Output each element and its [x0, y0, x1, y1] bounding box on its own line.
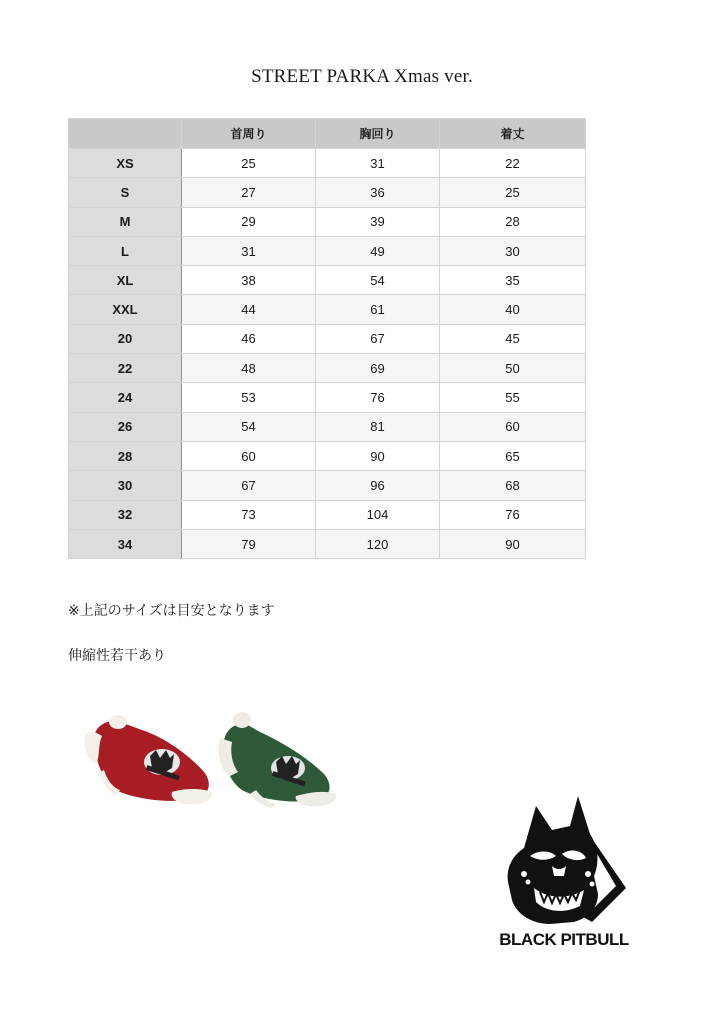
cell-length: 30	[440, 236, 586, 265]
table-row	[69, 529, 586, 558]
row-size-label: 34	[69, 529, 182, 558]
table-row	[69, 178, 586, 207]
cell-chest: 54	[316, 266, 440, 295]
header-neck: 首周り	[182, 119, 316, 149]
table-row	[69, 324, 586, 353]
row-size-label: 32	[69, 500, 182, 529]
logo-text: BLACK PITBULL	[499, 930, 629, 949]
cell-chest: 104	[316, 500, 440, 529]
cell-length: 35	[440, 266, 586, 295]
cell-chest: 90	[316, 441, 440, 470]
cell-length: 90	[440, 529, 586, 558]
table-row	[69, 500, 586, 529]
cell-length: 68	[440, 471, 586, 500]
cell-neck: 54	[182, 412, 316, 441]
table-row	[69, 149, 586, 178]
cell-chest: 76	[316, 383, 440, 412]
row-size-label: 20	[69, 324, 182, 353]
header-length: 着丈	[440, 119, 586, 149]
cell-length: 28	[440, 207, 586, 236]
table-header-row	[69, 119, 586, 149]
table-row	[69, 354, 586, 383]
row-size-label: S	[69, 178, 182, 207]
table-row	[69, 383, 586, 412]
cell-neck: 53	[182, 383, 316, 412]
row-size-label: 22	[69, 354, 182, 383]
table-row	[69, 266, 586, 295]
cell-neck: 73	[182, 500, 316, 529]
row-size-label: 24	[69, 383, 182, 412]
cell-length: 50	[440, 354, 586, 383]
red-parka-pompom	[109, 715, 127, 729]
cell-length: 76	[440, 500, 586, 529]
row-size-label: 26	[69, 412, 182, 441]
note-stretch: 伸縮性若干あり	[68, 647, 166, 663]
row-size-label: M	[69, 207, 182, 236]
cell-chest: 69	[316, 354, 440, 383]
table-row	[69, 295, 586, 324]
cell-neck: 48	[182, 354, 316, 383]
cell-neck: 79	[182, 529, 316, 558]
cell-neck: 25	[182, 149, 316, 178]
cell-chest: 61	[316, 295, 440, 324]
cell-neck: 38	[182, 266, 316, 295]
row-size-label: L	[69, 236, 182, 265]
pitbull-head-icon	[494, 790, 634, 955]
header-chest: 胸回り	[316, 119, 440, 149]
cell-chest: 36	[316, 178, 440, 207]
row-size-label: 30	[69, 471, 182, 500]
green-parka-photo	[216, 708, 340, 812]
red-parka-hem-trim	[172, 789, 213, 804]
table-row	[69, 441, 586, 470]
row-size-label: 28	[69, 441, 182, 470]
table-row	[69, 471, 586, 500]
cell-neck: 44	[182, 295, 316, 324]
cell-chest: 49	[316, 236, 440, 265]
table-row	[69, 207, 586, 236]
cell-neck: 29	[182, 207, 316, 236]
row-size-label: XXL	[69, 295, 182, 324]
table-row	[69, 236, 586, 265]
header-corner	[69, 119, 182, 149]
cell-neck: 46	[182, 324, 316, 353]
cell-chest: 96	[316, 471, 440, 500]
page-title: STREET PARKA Xmas ver.	[251, 66, 473, 87]
brand-logo	[508, 796, 626, 924]
cell-length: 45	[440, 324, 586, 353]
cell-neck: 60	[182, 441, 316, 470]
green-parka-pompom	[233, 712, 251, 728]
row-size-label: XL	[69, 266, 182, 295]
cell-length: 40	[440, 295, 586, 324]
size-table	[68, 118, 586, 559]
cell-chest: 67	[316, 324, 440, 353]
cell-neck: 27	[182, 178, 316, 207]
row-size-label: XS	[69, 149, 182, 178]
cell-length: 65	[440, 441, 586, 470]
cell-chest: 81	[316, 412, 440, 441]
cell-neck: 67	[182, 471, 316, 500]
red-parka-photo	[80, 708, 220, 812]
cell-chest: 31	[316, 149, 440, 178]
cell-chest: 120	[316, 529, 440, 558]
cell-length: 60	[440, 412, 586, 441]
cell-chest: 39	[316, 207, 440, 236]
cell-length: 25	[440, 178, 586, 207]
cell-length: 22	[440, 149, 586, 178]
table-row	[69, 412, 586, 441]
cell-neck: 31	[182, 236, 316, 265]
cell-length: 55	[440, 383, 586, 412]
note-size-guide: ※上記のサイズは目安となります	[68, 602, 275, 618]
